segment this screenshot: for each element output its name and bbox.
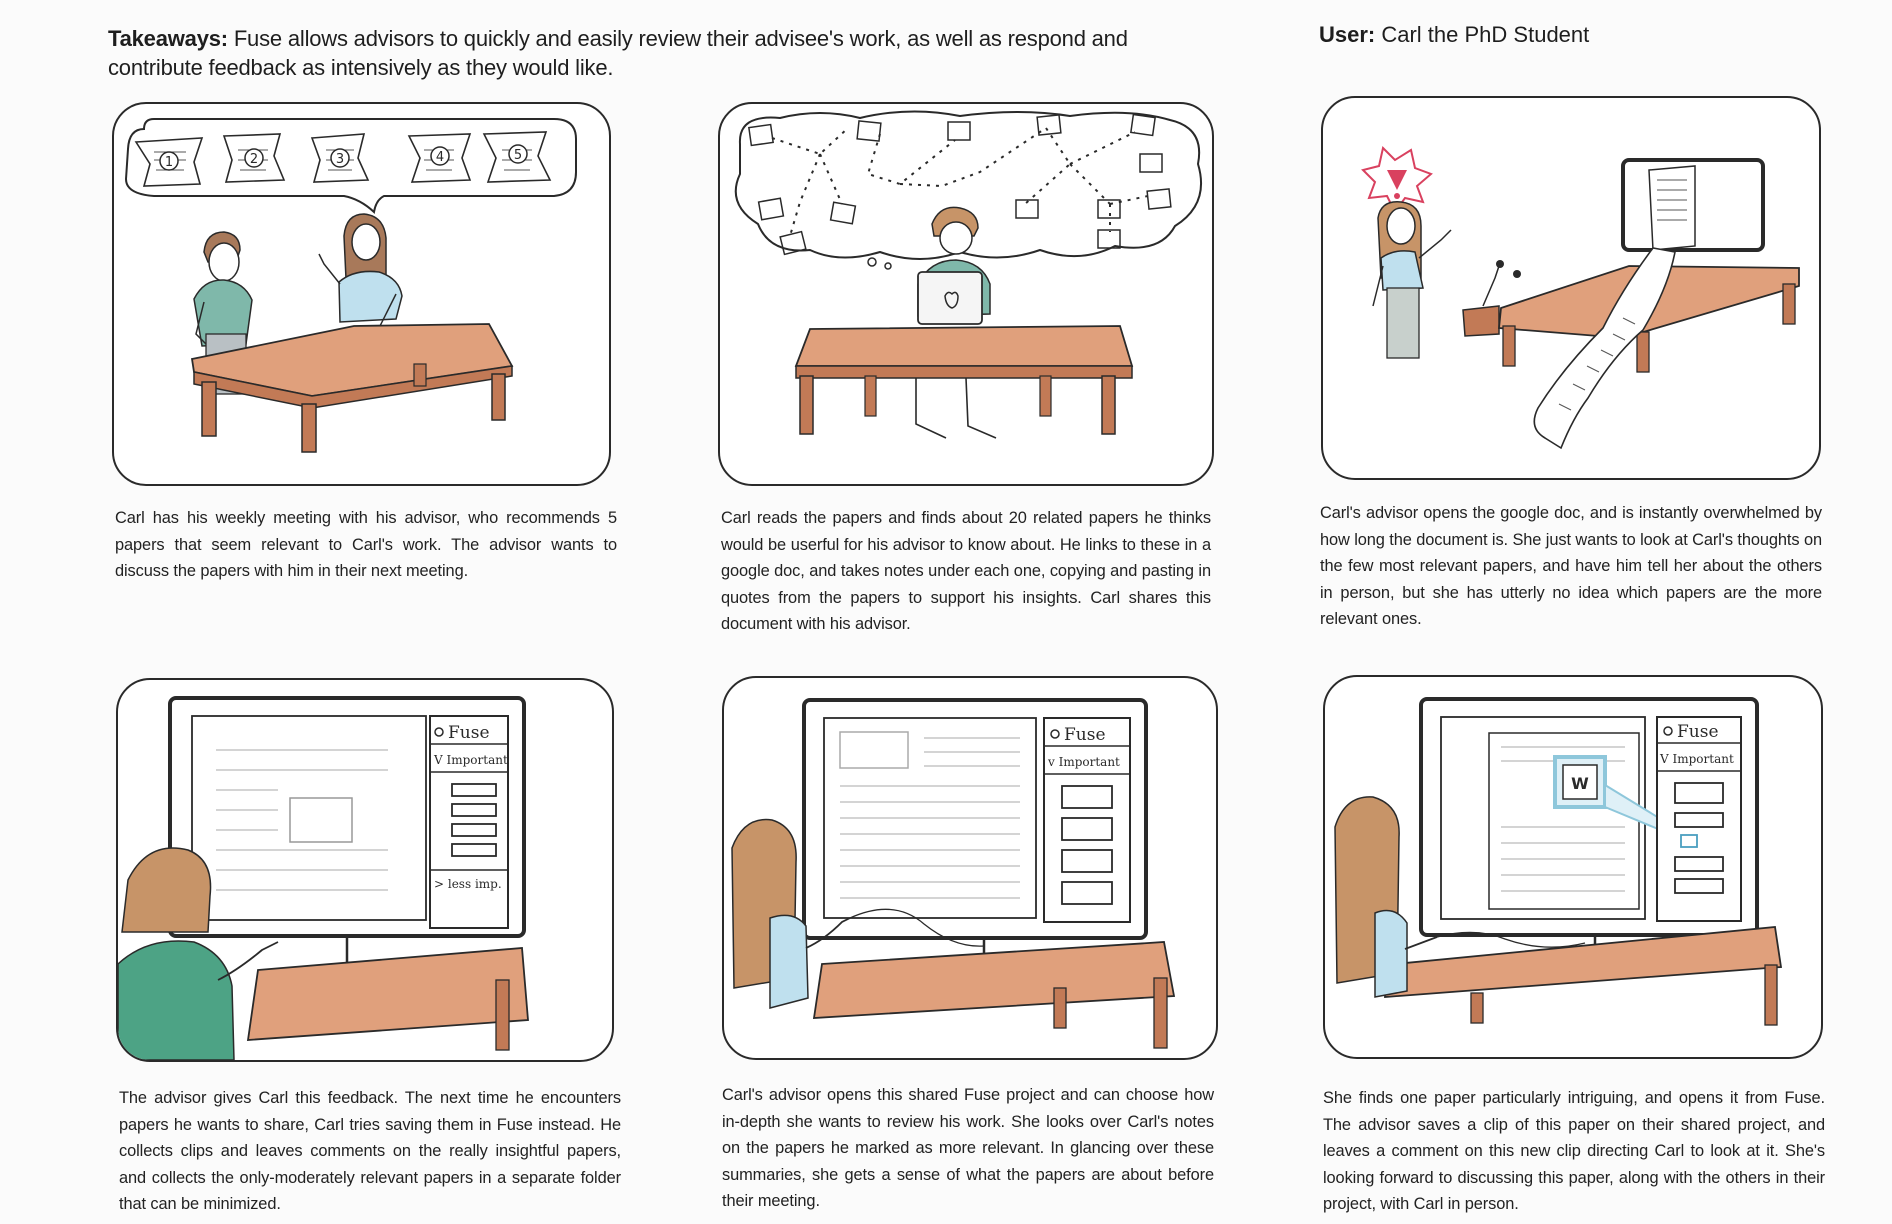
user-label: User: bbox=[1319, 22, 1376, 47]
panel-1-caption: Carl has his weekly meeting with his advisor, who recommends 5 papers that seem relevant to Carl's work. The advisor wants to discuss the papers with him in their next meeting. bbox=[115, 509, 617, 580]
panel-3-sketch bbox=[1323, 98, 1819, 478]
fuse-app-title: Fuse bbox=[448, 723, 490, 743]
panel-4-caption: The advisor gives Carl this feedback. The next time he encounters papers he wants to share, Carl tries saving them in Fuse instead. He collects clips and leaves comments on the really insightful papers, and collects the only-moderately relevant papers in a separate folder that can be minimized. bbox=[119, 1089, 621, 1213]
advisor-figure bbox=[319, 214, 402, 326]
storyboard-panel-4 bbox=[116, 678, 614, 1062]
panel-1-sketch bbox=[114, 104, 609, 484]
clip-thumbnail-mark: W bbox=[1571, 774, 1589, 793]
takeaways-text: Fuse allows advisors to quickly and easily review their advisee's work, as well as respond and contribute feedback as intensively as they would like. bbox=[108, 26, 1128, 80]
panel-2-caption: Carl reads the papers and finds about 20 related papers he thinks would be userful for his advisor to know about. He links to these in a google doc, and takes notes under each one, copying and pasting in quotes from the papers to support his insights. Carl shares this document with his advisor. bbox=[721, 509, 1211, 633]
storyboard-panel-5 bbox=[722, 676, 1218, 1060]
paper-number-3: 3 bbox=[335, 152, 345, 167]
panel-2-sketch bbox=[720, 104, 1212, 484]
advisor-figure bbox=[1373, 202, 1451, 358]
paper-number-2: 2 bbox=[249, 152, 259, 167]
storyboard-panel-3 bbox=[1321, 96, 1821, 480]
takeaways-heading bbox=[108, 24, 1158, 82]
fuse-app-title: Fuse bbox=[1064, 725, 1106, 745]
less-important-folder-label: > less imp. bbox=[434, 877, 502, 891]
panel-6-caption: She finds one paper particularly intriguing, and opens it from Fuse. The advisor saves a clip of this paper on their shared project, and leaves a comment on this new clip directing Carl to look at it. She's looking forward to discussing this paper, along with the others in their project, with Carl in person. bbox=[1323, 1089, 1825, 1213]
panel-6-sketch bbox=[1325, 677, 1821, 1057]
paper-number-5: 5 bbox=[513, 148, 523, 163]
takeaways-label: Takeaways: bbox=[108, 26, 228, 51]
fuse-app-title: Fuse bbox=[1677, 722, 1719, 742]
storyboard-panel-6 bbox=[1323, 675, 1823, 1059]
paper-number-1: 1 bbox=[164, 155, 174, 170]
panel-3-caption: Carl's advisor opens the google doc, and is instantly overwhelmed by how long the document is. She just wants to look at Carl's thoughts on the few most relevant papers, and have him tell her about the others in person, but she has utterly no idea which papers are the more relevant ones. bbox=[1320, 504, 1822, 628]
storyboard-panel-2 bbox=[718, 102, 1214, 486]
important-folder-label: v Important bbox=[1048, 755, 1120, 769]
important-folder-label: V Important bbox=[1660, 752, 1734, 766]
panel-4-sketch bbox=[118, 680, 612, 1060]
paper-number-4: 4 bbox=[435, 150, 445, 165]
important-folder-label: V Important bbox=[434, 753, 508, 767]
panel-5-caption: Carl's advisor opens this shared Fuse project and can choose how in-depth she wants to review his work. She looks over Carl's notes on the papers he marked as more relevant. In glancing over these summaries, she gets a sense of what the papers are about before their meeting. bbox=[722, 1086, 1214, 1210]
user-heading bbox=[1319, 20, 1589, 49]
user-text: Carl the PhD Student bbox=[1375, 22, 1590, 47]
storyboard-panel-1 bbox=[112, 102, 611, 486]
panel-5-sketch bbox=[724, 678, 1216, 1058]
